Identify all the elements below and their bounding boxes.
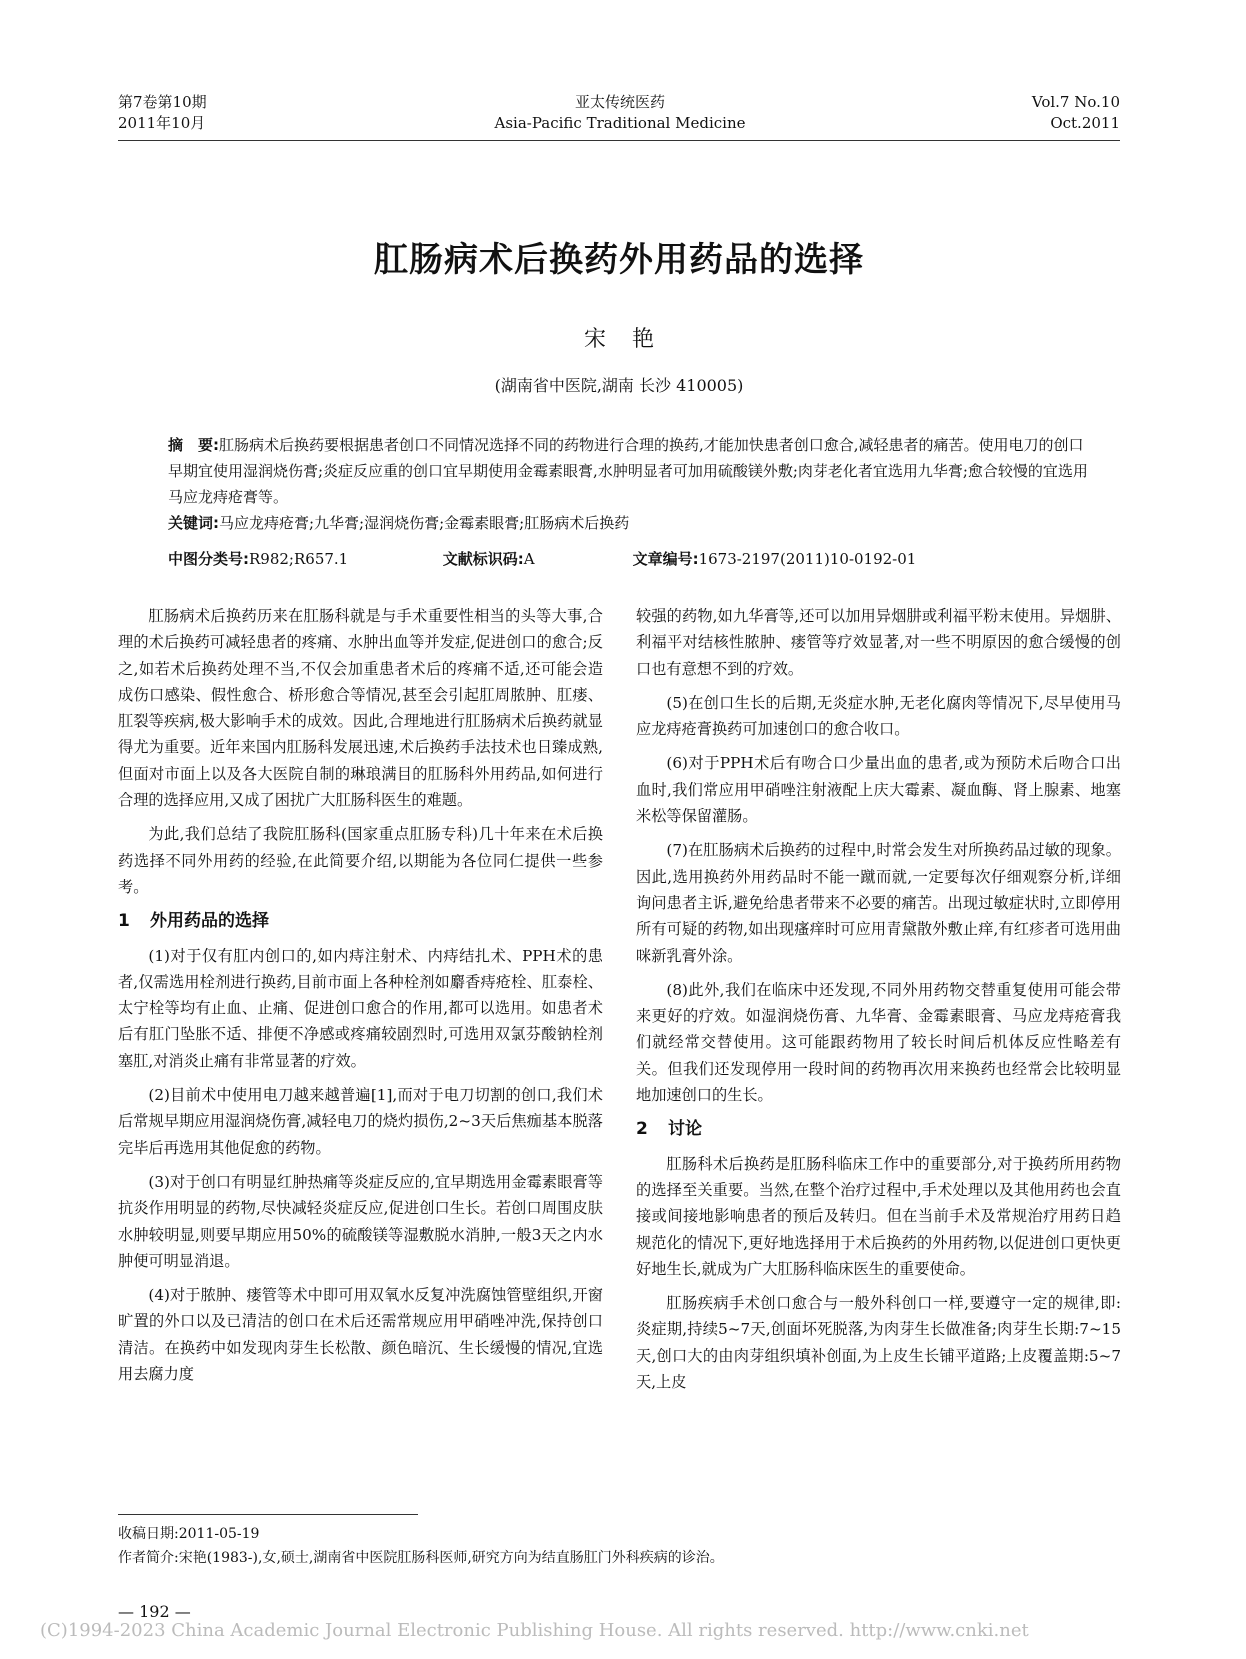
intro-paragraph: 肛肠病术后换药历来在肛肠科就是与手术重要性相当的头等大事,合理的术后换药可减轻患者的疼痛、水肿出血等并发症,促进创口的愈合;反之,如若术后换药处理不当,不仅会加重患者术后的疼痛不适,还可能会造成伤口感染、假性愈合、桥形愈合等情况,甚至会引起肛周脓肿、肛瘘、肛裂等疾病,极大影响手术的成效。因此,合理地进行肛肠病术后换药就显得尤为重要。近年来国内肛肠科发展迅速,术后换药手法技术也日臻成熟,但面对市面上以及各大医院自制的琳琅满目的肛肠科外用药品,如何进行合理的选择应用,又成了困扰广大肛肠科医生的难题。 (118, 607, 603, 810)
section-heading (636, 1116, 1121, 1142)
author-bio: 作者简介:宋艳(1983-),女,硕士,湖南省中医院肛肠科医师,研究方向为结直肠肛门外科疾病的诊治。 (118, 1550, 724, 1566)
paper-title: 肛肠病术后换药外用药品的选择 (374, 240, 864, 280)
journal-name-en: Asia-Pacific Traditional Medicine (494, 114, 746, 132)
classification-line (168, 546, 1098, 572)
list-item: (4)对于脓肿、瘘管等术中即可用双氧水反复冲洗腐蚀管壁组织,开窗旷置的外口以及已清洁的创口在术后还需常规应用甲硝唑冲洗,保持创口清洁。在换药中如发现肉芽生长松散、颜色暗沉、生长缓慢的情况,宜选用去腐力度 (118, 1286, 603, 1384)
header-left (118, 92, 207, 134)
right-column (636, 603, 1121, 1403)
discussion-paragraph: 肛肠科术后换药是肛肠科临床工作中的重要部分,对于换药所用药物的选择至关重要。当然,在整个治疗过程中,手术处理以及其他用药也会直接或间接地影响患者的预后及转归。但在当前手术及常规治疗用药日趋规范化的情况下,更好地选择用于术后换药的外用药物,以促进创口更快更好地生长,就成为广大肛肠科临床医生的重要使命。 (636, 1154, 1121, 1278)
section-heading (118, 908, 603, 934)
continued-paragraph: 较强的药物,如九华膏等,还可以加用异烟肼或利福平粉末使用。异烟肼、利福平对结核性脓肿、瘘管等疗效显著,对一些不明原因的愈合缓慢的创口也有意想不到的疗效。 (636, 607, 1121, 678)
doc-group (443, 546, 628, 572)
footnote (118, 1522, 1118, 1570)
journal-name-cn: 亚太传统医药 (574, 93, 665, 111)
copyright-watermark: (C)1994-2023 China Academic Journal Electronic Publishing House. All rights reserved. http://www.cnki.net (40, 1620, 1029, 1641)
author-name: 宋艳 (583, 327, 680, 352)
list-item: (3)对于创口有明显红肿热痛等炎症反应的,宜早期选用金霉素眼膏等抗炎作用明显的药物,尽快减轻炎症反应,促进创口生长。若创口周围皮肤水肿较明显,则要早期应用50%的硫酸镁等湿敷脱水消肿,一般3天之内水肿便可明显消退。 (118, 1172, 603, 1270)
doc-label: 文献标识码: (442, 550, 524, 568)
list-item: (8)此外,我们在临床中还发现,不同外用药物交替重复使用可能会带来更好的疗效。如湿润烧伤膏、九华膏、金霉素眼膏、马应龙痔疮膏我们就经常交替使用。这可能跟药物用了较长时间后机体反应性略差有关。但我们还发现停用一段时间的药物再次用来换药也经常会比较明显地加速创口的生长。 (636, 980, 1121, 1105)
intro-paragraph: 为此,我们总结了我院肛肠科(国家重点肛肠专科)几十年来在术后换药选择不同外用药的经验,在此简要介绍,以期能为各位同仁提供一些参考。 (118, 825, 603, 896)
header-rule (118, 140, 1120, 141)
section-title: 讨论 (668, 1119, 702, 1140)
list-item: (5)在创口生长的后期,无炎症水肿,无老化腐肉等情况下,尽早使用马应龙痔疮膏换药可加速创口的愈合收口。 (636, 693, 1121, 739)
article-group (633, 546, 917, 572)
article-value: 1673-2197(2011)10-0192-01 (698, 550, 917, 568)
section-number: 1 (118, 911, 130, 932)
affiliation: (湖南省中医院,湖南 长沙 410005) (494, 376, 744, 395)
page-number: — 192 — (118, 1602, 191, 1621)
list-item: (7)在肛肠病术后换药的过程中,时常会发生对所换药品过敏的现象。因此,选用换药外用药品时不能一蹴而就,一定要每次仔细观察分析,详细询问患者主诉,避免给患者带来不必要的痛苦。出现过敏症状时,立即停用所有可疑的药物,如出现瘙痒时可应用青黛散外敷止痒,有红疹者可选用曲咪新乳膏外涂。 (636, 841, 1121, 965)
clc-label: 中图分类号: (168, 550, 249, 568)
list-item: (2)目前术中使用电刀越来越普遍[1],而对于电刀切割的创口,我们术后常规早期应用湿润烧伤膏,减轻电刀的烧灼损伤,2~3天后焦痂基本脱落完毕后再选用其他促愈的药物。 (118, 1086, 603, 1157)
discussion-paragraph: 肛肠疾病手术创口愈合与一般外科创口一样,要遵守一定的规律,即:炎症期,持续5~7天,创面坏死脱落,为肉芽生长做准备;肉芽生长期:7~15天,创口大的由肉芽组织填补创面,为上皮生长铺平道路;上皮覆盖期:5~7天,上皮 (636, 1294, 1121, 1392)
keywords (168, 510, 1098, 536)
volume-issue: 第7卷第10期 (118, 93, 207, 111)
list-item: (6)对于PPH术后有吻合口少量出血的患者,或为预防术后吻合口出血时,我们常应用甲硝唑注射液配上庆大霉素、凝血酶、肾上腺素、地塞米松等保留灌肠。 (636, 754, 1121, 826)
volume-en: Vol.7 No.10 (1031, 93, 1120, 111)
received-date: 收稿日期:2011-05-19 (118, 1526, 260, 1542)
section-number: 2 (636, 1119, 648, 1140)
abstract-text: 肛肠病术后换药要根据患者创口不同情况选择不同的药物进行合理的换药,才能加快患者创口愈合,减轻患者的痛苦。使用电刀的创口早期宜使用湿润烧伤膏;炎症反应重的创口宜早期使用金霉素眼膏,水肿明显者可加用硫酸镁外敷;肉芽老化者宜选用九华膏;愈合较慢的宜选用马应龙痔疮膏等。 (168, 436, 1088, 506)
keywords-text: 马应龙痔疮膏;九华膏;湿润烧伤膏;金霉素眼膏;肛肠病术后换药 (219, 514, 630, 532)
keywords-label: 关键词: (168, 514, 219, 532)
section-title: 外用药品的选择 (150, 911, 269, 932)
header-center (420, 92, 820, 134)
abstract-label: 摘 要: (168, 436, 219, 454)
clc-group (168, 546, 438, 572)
list-item: (1)对于仅有肛内创口的,如内痔注射术、内痔结扎术、PPH术的患者,仅需选用栓剂进行换药,目前市面上各种栓剂如麝香痔疮栓、肛泰栓、太宁栓等均有止血、止痛、促进创口愈合的作用,都可以选用。如患者术后有肛门坠胀不适、排便不净感或疼痛较剧烈时,可选用双氯芬酸钠栓剂塞肛,对消炎止痛有非常显著的疗效。 (118, 946, 603, 1070)
article-label: 文章编号: (632, 550, 699, 568)
clc-value: R982;R657.1 (249, 550, 349, 568)
header-right (880, 92, 1120, 134)
footnote-rule (118, 1514, 418, 1515)
issue-date: 2011年10月 (118, 114, 206, 132)
date-en: Oct.2011 (1050, 114, 1120, 132)
abstract (168, 432, 1098, 510)
doc-value: A (523, 550, 535, 568)
left-column (118, 603, 603, 1395)
abstract-block (168, 432, 1098, 536)
